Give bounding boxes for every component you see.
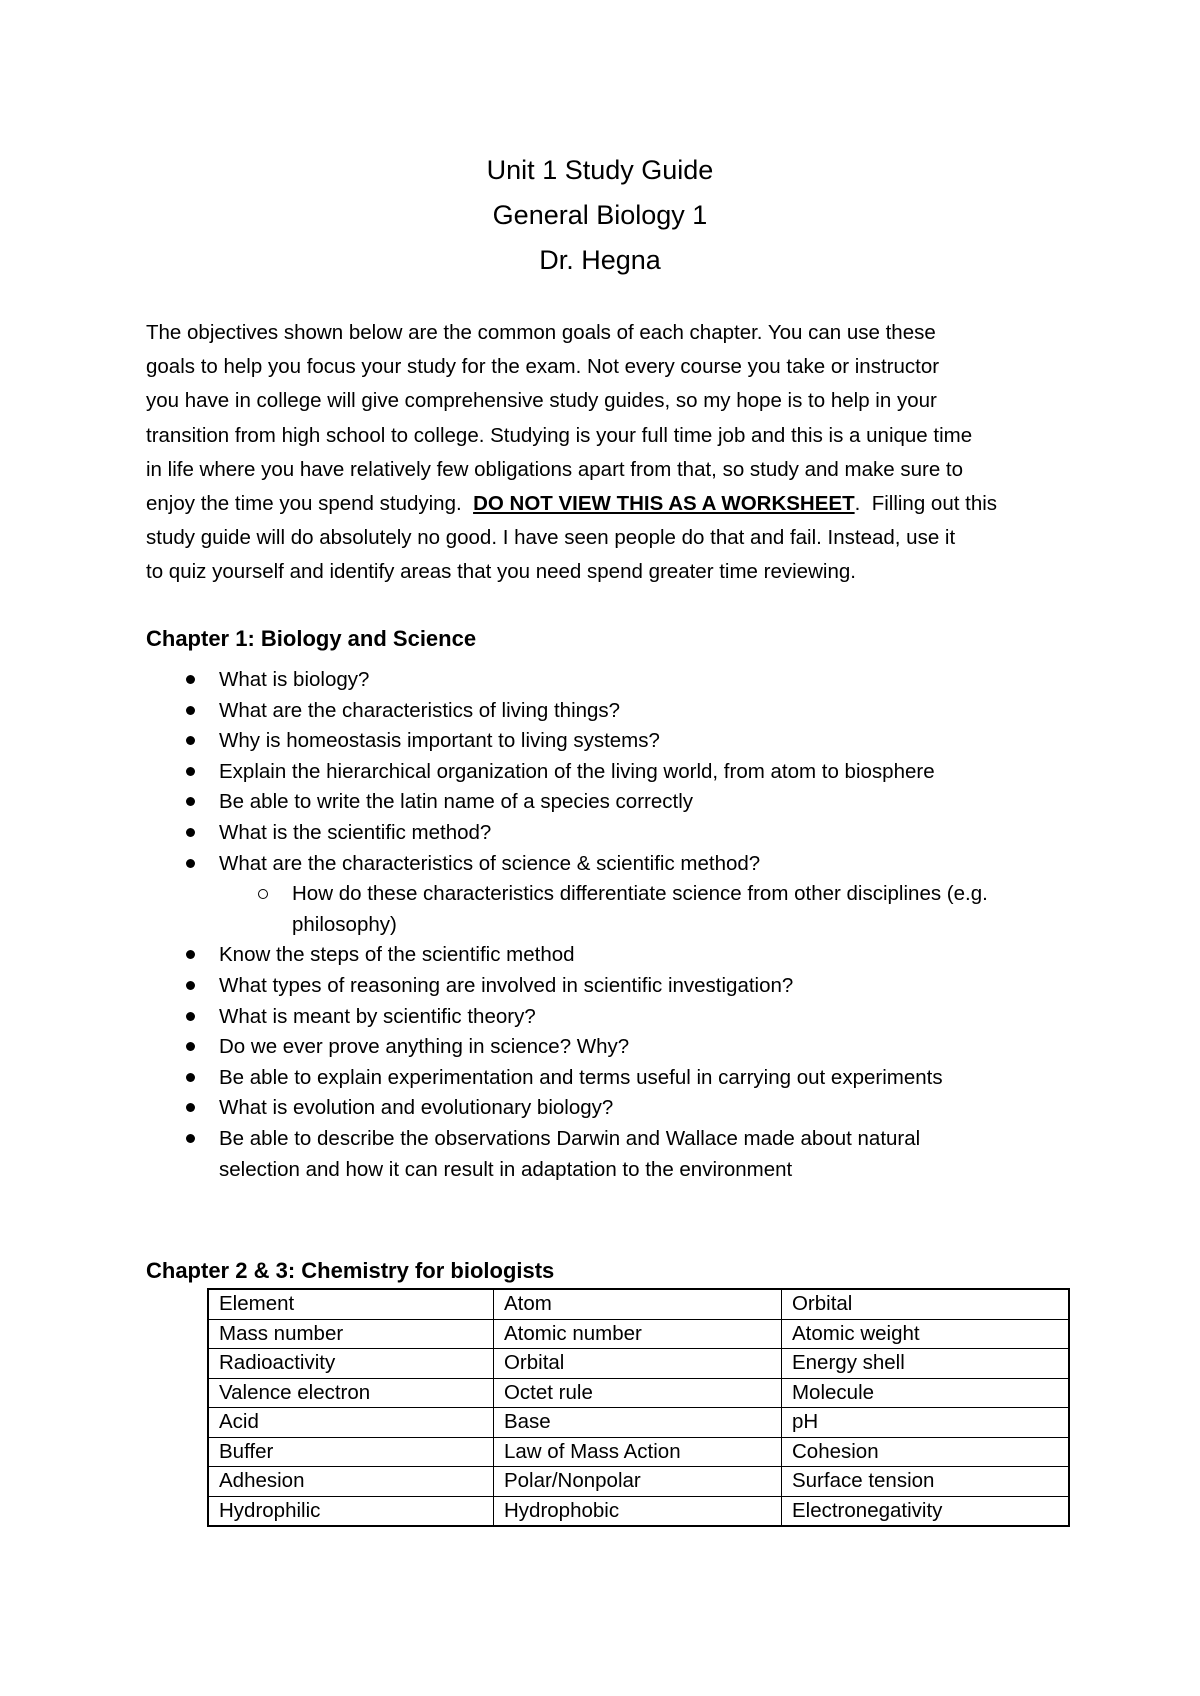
bullet-icon	[186, 859, 195, 868]
list-item-text: What is the scientific method?	[219, 820, 492, 844]
list-item	[146, 1063, 1086, 1094]
list-item-text: What is meant by scientific theory?	[219, 1004, 536, 1028]
table-cell: Atomic weight	[781, 1319, 1069, 1349]
table-cell: Base	[493, 1408, 781, 1438]
title-block	[0, 148, 1200, 283]
list-item	[146, 1002, 1086, 1033]
intro-line: to quiz yourself and identify areas that you need spend greater time reviewing.	[146, 560, 856, 584]
bullet-icon	[186, 767, 195, 776]
bullet-icon	[186, 950, 195, 959]
list-item	[146, 696, 1086, 727]
table-cell: Atomic number	[493, 1319, 781, 1349]
sub-list-item-continuation	[146, 910, 1086, 941]
chapter-1-heading: Chapter 1: Biology and Science	[146, 626, 477, 651]
intro-text: enjoy the time you spend studying.	[146, 491, 474, 515]
list-item	[146, 787, 1086, 818]
bullet-icon	[186, 1073, 195, 1082]
bullet-icon	[186, 736, 195, 745]
table-row	[208, 1437, 1069, 1467]
table-cell: Hydrophilic	[208, 1496, 493, 1526]
hollow-bullet-icon	[258, 889, 268, 899]
table-cell: Adhesion	[208, 1467, 493, 1497]
table-cell: Polar/Nonpolar	[493, 1467, 781, 1497]
chapter-2-3-heading: Chapter 2 & 3: Chemistry for biologists	[146, 1258, 555, 1283]
list-item-text: Be able to describe the observations Darwin and Wallace made about natural	[219, 1126, 921, 1150]
list-item	[146, 940, 1086, 971]
bullet-icon	[186, 1012, 195, 1021]
worksheet-warning: DO NOT VIEW THIS AS A WORKSHEET	[473, 491, 855, 515]
bullet-icon	[186, 1103, 195, 1112]
table-cell: Energy shell	[781, 1349, 1069, 1379]
chemistry-terms-table	[207, 1288, 1070, 1527]
list-item-text: Know the steps of the scientific method	[219, 943, 575, 967]
table-cell: Acid	[208, 1408, 493, 1438]
table-cell: Molecule	[781, 1378, 1069, 1408]
table-row	[208, 1408, 1069, 1438]
table-row	[208, 1496, 1069, 1526]
list-item-text: Explain the hierarchical organization of the living world, from atom to biosphere	[219, 759, 935, 783]
table-row	[208, 1349, 1069, 1379]
instructor-name: Dr. Hegna	[539, 245, 661, 275]
table-cell: Octet rule	[493, 1378, 781, 1408]
list-item-text: What is evolution and evolutionary biology?	[219, 1096, 614, 1120]
bullet-icon	[186, 828, 195, 837]
intro-line: you have in college will give comprehensive study guides, so my hope is to help in your	[146, 389, 937, 413]
table-cell: Valence electron	[208, 1378, 493, 1408]
table-cell: pH	[781, 1408, 1069, 1438]
list-item-text: How do these characteristics differentiate science from other disciplines (e.g.	[292, 882, 988, 906]
bullet-icon	[186, 675, 195, 684]
table-cell: Cohesion	[781, 1437, 1069, 1467]
intro-paragraph	[146, 316, 1076, 590]
table-cell: Orbital	[493, 1349, 781, 1379]
table-cell: Radioactivity	[208, 1349, 493, 1379]
table-row	[208, 1467, 1069, 1497]
intro-line-emphasis-row	[146, 487, 1076, 521]
chapter-1-objectives	[146, 665, 1086, 1185]
intro-line: transition from high school to college. Studying is your full time job and this is a unique time	[146, 423, 973, 447]
list-item-text: selection and how it can result in adaptation to the environment	[219, 1157, 793, 1181]
list-item	[146, 971, 1086, 1002]
intro-line: goals to help you focus your study for the exam. Not every course you take or instructor	[146, 355, 940, 379]
bullet-icon	[186, 981, 195, 990]
intro-text: . Filling out this	[854, 491, 998, 515]
table-cell: Hydrophobic	[493, 1496, 781, 1526]
table-row	[208, 1378, 1069, 1408]
list-item-text: What types of reasoning are involved in scientific investigation?	[219, 973, 794, 997]
sub-list-item	[146, 879, 1086, 910]
list-item-text: What is biology?	[219, 668, 370, 691]
list-item-text: Why is homeostasis important to living systems?	[219, 729, 660, 753]
intro-line: in life where you have relatively few obligations apart from that, so study and make sure to	[146, 457, 964, 481]
list-item-text: philosophy)	[292, 912, 397, 936]
list-item	[146, 1124, 1086, 1155]
course-name: General Biology 1	[492, 200, 708, 230]
list-item	[146, 818, 1086, 849]
list-item	[146, 726, 1086, 757]
intro-line: The objectives shown below are the common goals of each chapter. You can use these	[146, 321, 936, 344]
list-item	[146, 1032, 1086, 1063]
intro-line: study guide will do absolutely no good. I have seen people do that and fail. Instead, use it	[146, 526, 956, 550]
table-cell: Electronegativity	[781, 1496, 1069, 1526]
table-cell: Buffer	[208, 1437, 493, 1467]
table-row	[208, 1289, 1069, 1319]
list-item	[146, 757, 1086, 788]
table-cell: Orbital	[781, 1289, 1069, 1319]
table-row	[208, 1319, 1069, 1349]
list-item-continuation	[146, 1155, 1086, 1186]
table-cell: Mass number	[208, 1319, 493, 1349]
bullet-icon	[186, 1134, 195, 1143]
list-item-text: Be able to write the latin name of a species correctly	[219, 790, 694, 814]
list-item	[146, 1093, 1086, 1124]
document-title: Unit 1 Study Guide	[486, 155, 714, 185]
list-item-text: Be able to explain experimentation and terms useful in carrying out experiments	[219, 1065, 943, 1089]
list-item-text: Do we ever prove anything in science? Why?	[219, 1035, 630, 1059]
bullet-icon	[186, 797, 195, 806]
list-item	[146, 849, 1086, 880]
list-item-text: What are the characteristics of science & scientific method?	[219, 851, 761, 875]
list-item	[146, 665, 1086, 696]
table-cell: Surface tension	[781, 1467, 1069, 1497]
bullet-icon	[186, 1042, 195, 1051]
bullet-icon	[186, 706, 195, 715]
table-cell: Atom	[493, 1289, 781, 1319]
table-cell: Law of Mass Action	[493, 1437, 781, 1467]
list-item-text: What are the characteristics of living things?	[219, 698, 621, 722]
table-cell: Element	[208, 1289, 493, 1319]
